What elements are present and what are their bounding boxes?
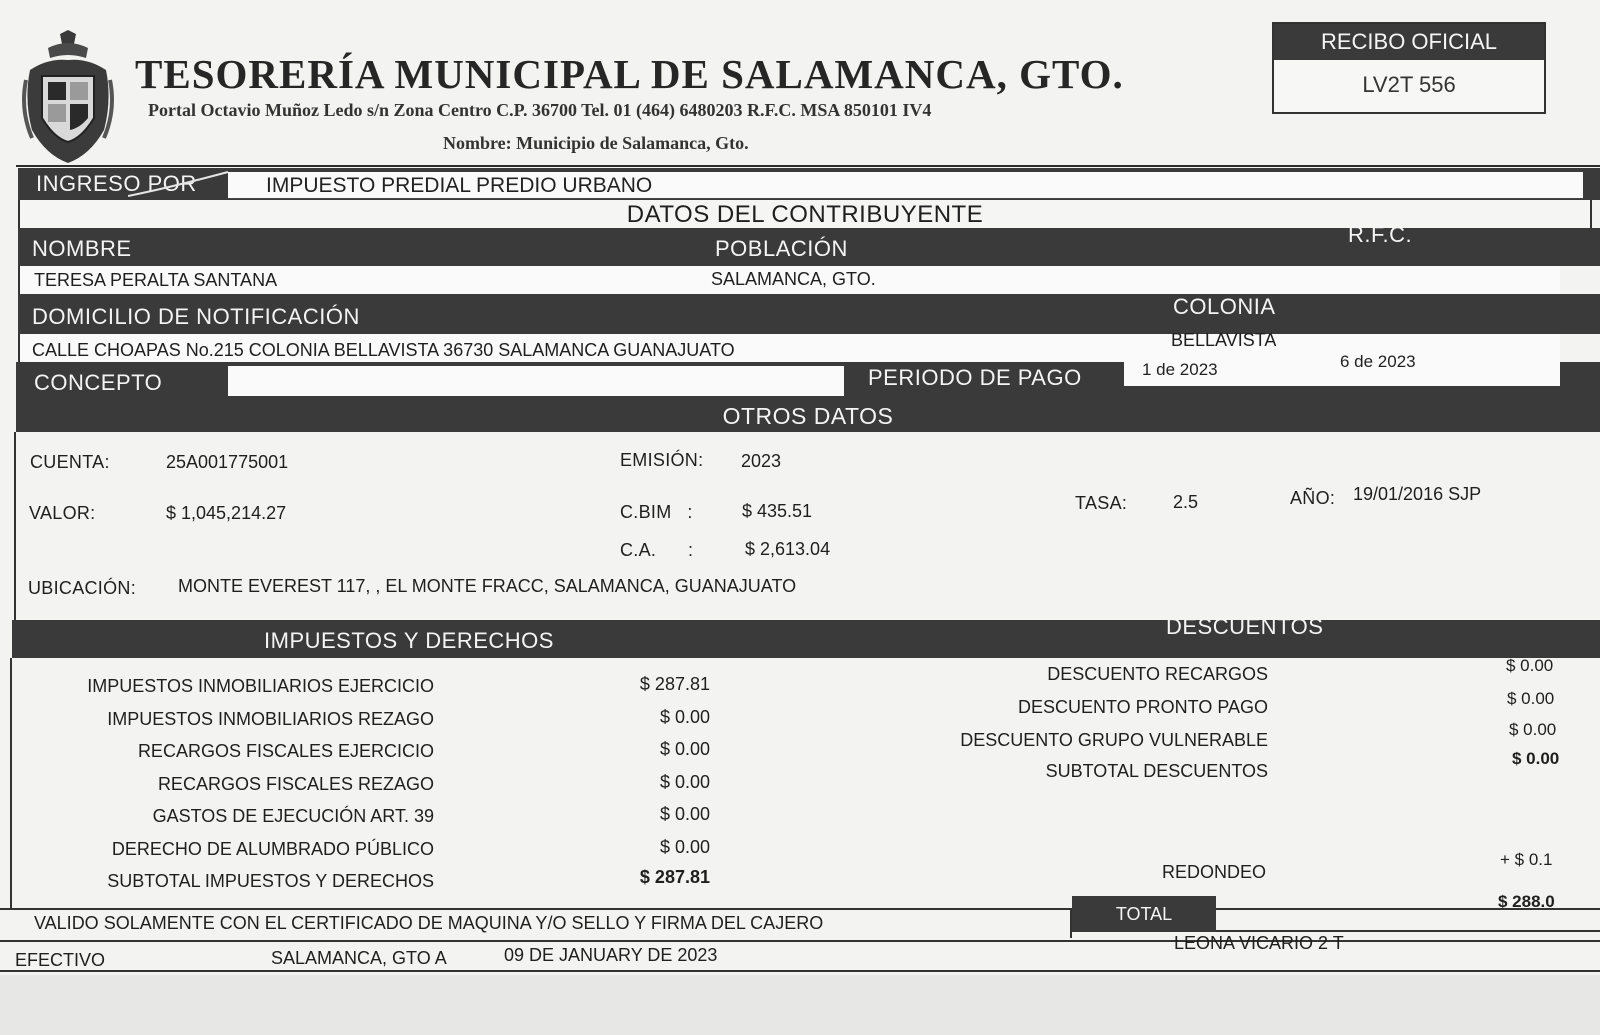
ingreso-value-box — [228, 172, 1583, 199]
impuesto-row — [20, 670, 720, 703]
redondeo-value: + $ 0.1 — [1500, 850, 1553, 869]
impuesto-label: IMPUESTOS INMOBILIARIOS REZAGO — [107, 708, 434, 729]
impuesto-row — [20, 768, 720, 801]
impuestos-header-row — [12, 614, 1600, 658]
impuesto-row — [20, 703, 720, 736]
coat-of-arms-emblem — [18, 30, 118, 165]
impuesto-subtotal-label: SUBTOTAL IMPUESTOS Y DERECHOS — [107, 871, 434, 891]
total-value-cell — [1216, 892, 1600, 932]
ca-label: C.A. : — [620, 540, 694, 560]
total-label-cell — [1072, 896, 1216, 932]
cuenta-label: CUENTA: — [30, 452, 110, 472]
impuesto-label: RECARGOS FISCALES REZAGO — [157, 773, 434, 794]
impuesto-value: $ 0.00 — [659, 706, 710, 727]
descuento-row — [900, 689, 1600, 722]
redondeo-label: REDONDEO — [1162, 862, 1267, 882]
footer-mid-rule — [0, 940, 1600, 942]
valor-label: VALOR: — [29, 503, 96, 523]
impuesto-row — [20, 735, 720, 768]
emision-label: EMISIÓN: — [620, 450, 704, 470]
footer-bottom-rule — [0, 970, 1600, 972]
cuenta-value: 25A001775001 — [166, 452, 289, 472]
descuento-label: DESCUENTO GRUPO VULNERABLE — [960, 730, 1268, 750]
strike-mark — [128, 170, 238, 200]
otros-left-rule — [14, 432, 16, 622]
validez-cell — [0, 910, 1072, 938]
poblacion-value: SALAMANCA, GTO. — [711, 269, 876, 289]
descuento-value: $ 0.00 — [1509, 720, 1557, 739]
anio-label: AÑO: — [1290, 488, 1336, 508]
impuesto-label: DERECHO DE ALUMBRADO PÚBLICO — [111, 838, 434, 859]
rfc-label: R.F.C. — [1348, 222, 1413, 247]
otros-title-row — [16, 402, 1600, 432]
total-label: TOTAL — [1115, 904, 1173, 924]
descuento-label: DESCUENTO RECARGOS — [1047, 664, 1268, 684]
contribuyente-title: DATOS DEL CONTRIBUYENTE — [626, 201, 984, 228]
nombre-label: NOMBRE — [32, 236, 132, 261]
impuestos-title: IMPUESTOS Y DERECHOS — [264, 628, 554, 653]
payment-method: EFECTIVO — [15, 950, 106, 970]
descuento-value: $ 0.00 — [1507, 689, 1555, 708]
impuesto-label: GASTOS DE EJECUCIÓN ART. 39 — [152, 806, 434, 826]
cbim-value: $ 435.51 — [742, 501, 813, 521]
ingreso-label: INGRESO POR — [36, 171, 197, 196]
descuento-value: $ 0.00 — [1506, 656, 1554, 675]
receipt-number: LV2T 556 — [1362, 72, 1456, 97]
descuento-subtotal-label: SUBTOTAL DESCUENTOS — [1045, 761, 1268, 781]
concepto-label: CONCEPTO — [34, 370, 163, 395]
periodo-value-box — [1124, 352, 1560, 386]
domicilio-label: DOMICILIO DE NOTIFICACIÓN — [32, 304, 360, 329]
validez-text: VALIDO SOLAMENTE CON EL CERTIFICADO DE MAQUINA Y/O SELLO Y FIRMA DEL CAJERO — [34, 913, 824, 933]
date: 09 DE JANUARY DE 2023 — [504, 945, 718, 965]
ubicacion-value: MONTE EVEREST 117, , EL MONTE FRACC, SALAMANCA, GUANAJUATO — [178, 576, 797, 596]
descuentos-table — [900, 656, 1600, 788]
valor-value: $ 1,045,214.27 — [166, 503, 287, 523]
impuesto-value: $ 0.00 — [659, 804, 710, 824]
cbim-label: C.BIM : — [620, 502, 693, 522]
impuesto-label: RECARGOS FISCALES EJERCICIO — [137, 741, 434, 761]
impuesto-label: IMPUESTOS INMOBILIARIOS EJERCICIO — [87, 676, 434, 696]
descuento-row — [900, 722, 1600, 755]
periodo-from: 1 de 2023 — [1142, 360, 1218, 379]
poblacion-label: POBLACIÓN — [715, 236, 848, 261]
nombre-header-row — [18, 222, 1600, 266]
impuestos-table — [20, 670, 720, 898]
treasury-address: Portal Octavio Muñoz Ledo s/n Zona Centro C.P. 36700 Tel. 01 (464) 6480203 R.F.C. MSA 850101 IV4 — [148, 100, 932, 120]
total-value: $ 288.0 — [1498, 892, 1555, 911]
cashier: LEONA VICARIO 2 T — [1174, 933, 1344, 953]
concepto-row — [16, 352, 1600, 402]
impuesto-subtotal-row — [20, 865, 720, 898]
official-receipt-box — [1272, 22, 1546, 114]
impuesto-value: $ 0.00 — [659, 771, 710, 792]
paper-bottom-margin — [0, 975, 1600, 1035]
impuesto-subtotal-value: $ 287.81 — [639, 867, 710, 887]
emision-value: 2023 — [741, 451, 782, 471]
concepto-value-box — [228, 366, 844, 396]
anio-value: 19/01/2016 SJP — [1353, 484, 1482, 504]
receipt-label: RECIBO OFICIAL — [1274, 24, 1544, 60]
impuesto-value: $ 0.00 — [659, 739, 710, 759]
colonia-value: BELLAVISTA — [1171, 330, 1277, 350]
ubicacion-label: UBICACIÓN: — [28, 578, 137, 598]
impuesto-value: $ 0.00 — [659, 836, 710, 857]
ingreso-value: IMPUESTO PREDIAL PREDIO URBANO — [266, 174, 653, 197]
periodo-label: PERIODO DE PAGO — [868, 365, 1082, 390]
otros-title: OTROS DATOS — [722, 403, 894, 429]
domicilio-header-row — [18, 294, 1600, 334]
ingreso-row — [18, 168, 1600, 200]
impuestos-left-rule — [10, 658, 12, 910]
impuesto-row — [20, 800, 720, 833]
descuento-subtotal-value: $ 0.00 — [1512, 749, 1560, 768]
domicilio-value: CALLE CHOAPAS No.215 COLONIA BELLAVISTA 36730 SALAMANCA GUANAJUATO — [32, 340, 735, 360]
nombre-value: TERESA PERALTA SANTANA — [34, 270, 278, 290]
descuentos-title: DESCUENTOS — [1166, 614, 1324, 639]
tasa-label: TASA: — [1075, 493, 1128, 513]
impuesto-value: $ 287.81 — [639, 674, 710, 694]
descuento-label: DESCUENTO PRONTO PAGO — [1017, 697, 1268, 717]
treasury-nombre: Nombre: Municipio de Salamanca, Gto. — [443, 133, 749, 153]
impuesto-row — [20, 833, 720, 866]
descuento-subtotal-row — [900, 749, 1600, 788]
nombre-value-row — [18, 266, 1560, 294]
descuento-row — [900, 656, 1600, 689]
colonia-label: COLONIA — [1173, 294, 1276, 319]
form-top-rule — [16, 165, 1600, 167]
periodo-to: 6 de 2023 — [1340, 352, 1416, 371]
place: SALAMANCA, GTO A — [271, 948, 447, 968]
treasury-title: TESORERÍA MUNICIPAL DE SALAMANCA, GTO. — [135, 51, 1124, 97]
tasa-value: 2.5 — [1173, 492, 1199, 512]
ca-value: $ 2,613.04 — [745, 539, 831, 559]
